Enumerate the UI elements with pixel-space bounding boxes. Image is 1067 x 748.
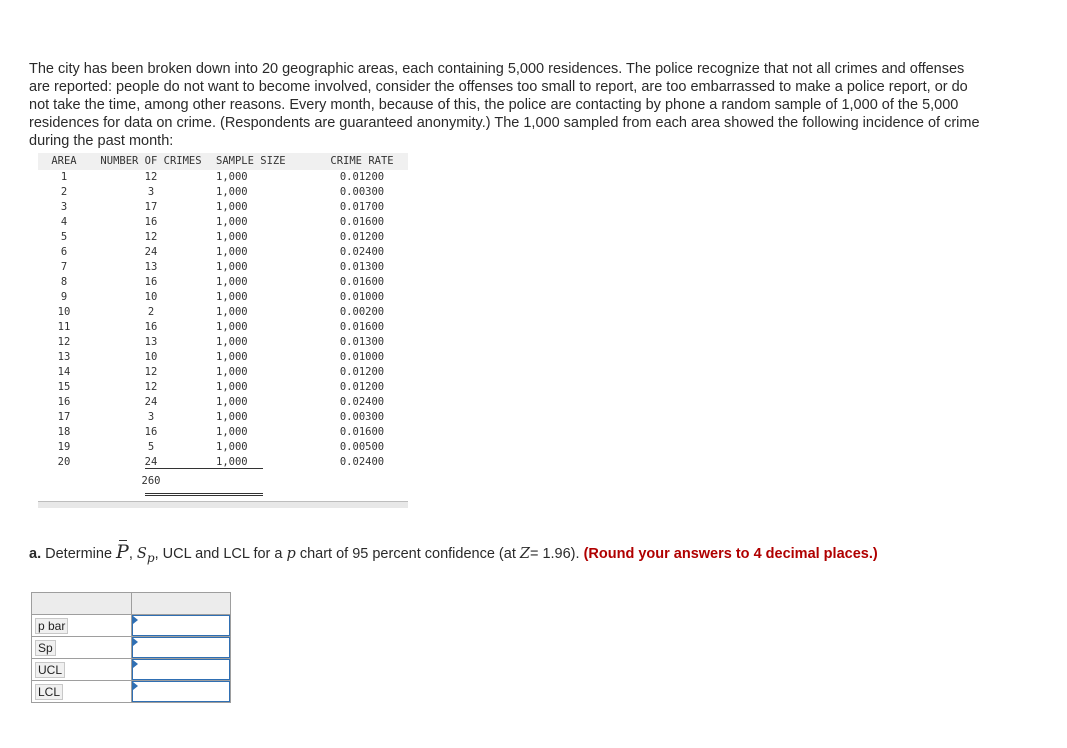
crime-rate-cell: 0.01300 [339, 336, 385, 348]
sample-size-cell: 1,000 [216, 396, 248, 408]
table-row [38, 380, 408, 395]
p-chart-var: p [286, 546, 296, 562]
area-cell: 14 [57, 366, 71, 378]
question-text-determine: Determine [45, 546, 113, 562]
header-number-of-crimes: NUMBER OF CRIMES [90, 153, 212, 170]
crime-rate-cell: 0.01700 [339, 201, 385, 213]
question-label: a. [29, 546, 42, 562]
area-cell: 15 [57, 381, 71, 393]
answer-row-sp [32, 637, 231, 659]
sample-size-cell: 1,000 [216, 306, 248, 318]
table-row [38, 290, 408, 305]
area-cell: 3 [60, 201, 68, 213]
total-row [38, 470, 408, 492]
area-cell: 4 [60, 216, 68, 228]
area-cell: 16 [57, 396, 71, 408]
answer-grid [31, 592, 231, 703]
header-area: AREA [38, 153, 90, 170]
table-row [38, 170, 408, 185]
table-row [38, 215, 408, 230]
crime-rate-cell: 0.00500 [339, 441, 385, 453]
answer-input-cell [132, 659, 231, 681]
table-row [38, 305, 408, 320]
crime-rate-cell: 0.00200 [339, 306, 385, 318]
answer-input-cell [132, 615, 231, 637]
sp-input[interactable] [132, 637, 230, 658]
answer-label-lcl: LCL [35, 684, 63, 700]
sample-size-cell: 1,000 [216, 381, 248, 393]
sample-size-cell: 1,000 [216, 321, 248, 333]
area-cell: 2 [60, 186, 68, 198]
area-cell: 1 [60, 171, 68, 183]
crimes-cell: 13 [144, 261, 158, 273]
crimes-cell: 10 [144, 351, 158, 363]
crimes-cell: 3 [147, 411, 155, 423]
sample-size-cell: 1,000 [216, 351, 248, 363]
question-a [29, 541, 878, 565]
problem-intro: The city has been broken down into 20 geographic areas, each containing 5,000 residences. The police recognize that not all crimes and offenses are reported: people do not want to become involved, consider the offenses too small to report, are too embarrassed to make a police report, or do not take the time, among other reasons. Every month, because of this, the police are contacting by phone a random sample of 1,000 of the 5,000 residences for data on crime. (Respondents are guaranteed anonymity.) The 1,000 sampled from each area showed the following incidence of crime during the past month: [29, 60, 980, 149]
crimes-cell: 5 [147, 441, 155, 453]
round-note: (Round your answers to 4 decimal places.) [583, 546, 878, 562]
crimes-cell: 16 [144, 426, 158, 438]
crime-rate-cell: 0.02400 [339, 456, 385, 468]
input-marker-icon [133, 638, 138, 646]
table-row [38, 245, 408, 260]
crime-rate-cell: 0.01200 [339, 381, 385, 393]
table-row [38, 350, 408, 365]
area-cell: 18 [57, 426, 71, 438]
sample-size-cell: 1,000 [216, 201, 248, 213]
table-header-row [38, 153, 408, 170]
sample-size-cell: 1,000 [216, 426, 248, 438]
crime-rate-cell: 0.02400 [339, 246, 385, 258]
area-cell: 12 [57, 336, 71, 348]
table-bottom-rule [38, 501, 408, 508]
sample-size-cell: 1,000 [216, 231, 248, 243]
answer-label-ucl: UCL [35, 662, 65, 678]
table-row [38, 335, 408, 350]
area-cell: 11 [57, 321, 71, 333]
header-sample-size: SAMPLE SIZE [212, 153, 316, 170]
answer-label-cell [32, 681, 132, 703]
crimes-cell: 12 [144, 381, 158, 393]
crimes-cell: 12 [144, 366, 158, 378]
answer-label-cell [32, 615, 132, 637]
total-value: 260 [141, 475, 161, 487]
question-text-ucl-lcl: , UCL and LCL for a [154, 546, 283, 562]
crimes-cell: 10 [144, 291, 158, 303]
sample-size-cell: 1,000 [216, 456, 248, 468]
crimes-cell: 24 [144, 396, 158, 408]
crime-rate-cell: 0.01600 [339, 426, 385, 438]
input-marker-icon [133, 616, 138, 624]
crime-rate-cell: 0.01000 [339, 351, 385, 363]
table-row [38, 320, 408, 335]
area-cell: 20 [57, 456, 71, 468]
total-rule-double [145, 493, 263, 496]
area-cell: 17 [57, 411, 71, 423]
crimes-cell: 12 [144, 171, 158, 183]
area-cell: 19 [57, 441, 71, 453]
table-row [38, 275, 408, 290]
answer-input-cell [132, 637, 231, 659]
total-crimes [90, 470, 212, 492]
answer-grid-header [32, 593, 231, 615]
crime-data-table [38, 153, 408, 492]
header-crime-rate: CRIME RATE [316, 153, 408, 170]
answer-input-cell [132, 681, 231, 703]
crime-rate-cell: 0.02400 [339, 396, 385, 408]
table-row [38, 365, 408, 380]
answer-row-lcl [32, 681, 231, 703]
crime-rate-cell: 0.01000 [339, 291, 385, 303]
sample-size-cell: 1,000 [216, 291, 248, 303]
area-cell: 9 [60, 291, 68, 303]
answer-header-right [132, 593, 231, 615]
p-bar-input[interactable] [132, 615, 230, 636]
sample-size-cell: 1,000 [216, 276, 248, 288]
area-cell: 7 [60, 261, 68, 273]
answer-label-sp: Sp [35, 640, 56, 656]
area-cell: 8 [60, 276, 68, 288]
table-row [38, 185, 408, 200]
sample-size-cell: 1,000 [216, 441, 248, 453]
crimes-cell: 16 [144, 216, 158, 228]
crime-rate-cell: 0.01200 [339, 171, 385, 183]
answer-row-ucl [32, 659, 231, 681]
total-rule-top [145, 468, 263, 469]
sample-size-cell: 1,000 [216, 366, 248, 378]
crime-rate-cell: 0.01600 [339, 321, 385, 333]
lcl-input[interactable] [132, 681, 230, 702]
crimes-cell: 12 [144, 231, 158, 243]
crime-rate-cell: 0.01300 [339, 261, 385, 273]
area-cell: 10 [57, 306, 71, 318]
sample-size-cell: 1,000 [216, 336, 248, 348]
crimes-cell: 17 [144, 201, 158, 213]
answer-row-p-bar [32, 615, 231, 637]
crime-rate-cell: 0.01600 [339, 276, 385, 288]
table-row [38, 230, 408, 245]
sp-symbol-s: S [136, 546, 147, 562]
table-row [38, 260, 408, 275]
question-sep: , [128, 546, 133, 562]
crime-rate-cell: 0.01200 [339, 366, 385, 378]
crime-rate-cell: 0.01600 [339, 216, 385, 228]
p-bar-symbol: P [116, 541, 129, 563]
crimes-cell: 2 [147, 306, 155, 318]
sample-size-cell: 1,000 [216, 411, 248, 423]
table-row [38, 395, 408, 410]
crimes-cell: 16 [144, 321, 158, 333]
area-cell: 6 [60, 246, 68, 258]
z-var: Z [519, 546, 530, 562]
crime-rate-cell: 0.01200 [339, 231, 385, 243]
area-cell: 13 [57, 351, 71, 363]
answer-header-left [32, 593, 132, 615]
answer-label-cell [32, 637, 132, 659]
answer-label-p-bar: p bar [35, 618, 68, 634]
table-row [38, 410, 408, 425]
crime-rate-cell: 0.00300 [339, 411, 385, 423]
sample-size-cell: 1,000 [216, 171, 248, 183]
sample-size-cell: 1,000 [216, 246, 248, 258]
sample-size-cell: 1,000 [216, 186, 248, 198]
crimes-cell: 16 [144, 276, 158, 288]
ucl-input[interactable] [132, 659, 230, 680]
crimes-cell: 24 [144, 456, 158, 468]
crimes-cell: 24 [144, 246, 158, 258]
z-value: = 1.96). [529, 546, 580, 562]
sp-symbol-sub: p [146, 550, 155, 565]
input-marker-icon [133, 682, 138, 690]
question-text-chart: chart of 95 percent confidence (at [299, 546, 516, 562]
sample-size-cell: 1,000 [216, 261, 248, 273]
answer-label-cell [32, 659, 132, 681]
sp-symbol [136, 546, 155, 565]
table-row [38, 440, 408, 455]
crimes-cell: 13 [144, 336, 158, 348]
crime-rate-cell: 0.00300 [339, 186, 385, 198]
table-row [38, 425, 408, 440]
input-marker-icon [133, 660, 138, 668]
area-cell: 5 [60, 231, 68, 243]
sample-size-cell: 1,000 [216, 216, 248, 228]
table-row [38, 200, 408, 215]
crimes-cell: 3 [147, 186, 155, 198]
